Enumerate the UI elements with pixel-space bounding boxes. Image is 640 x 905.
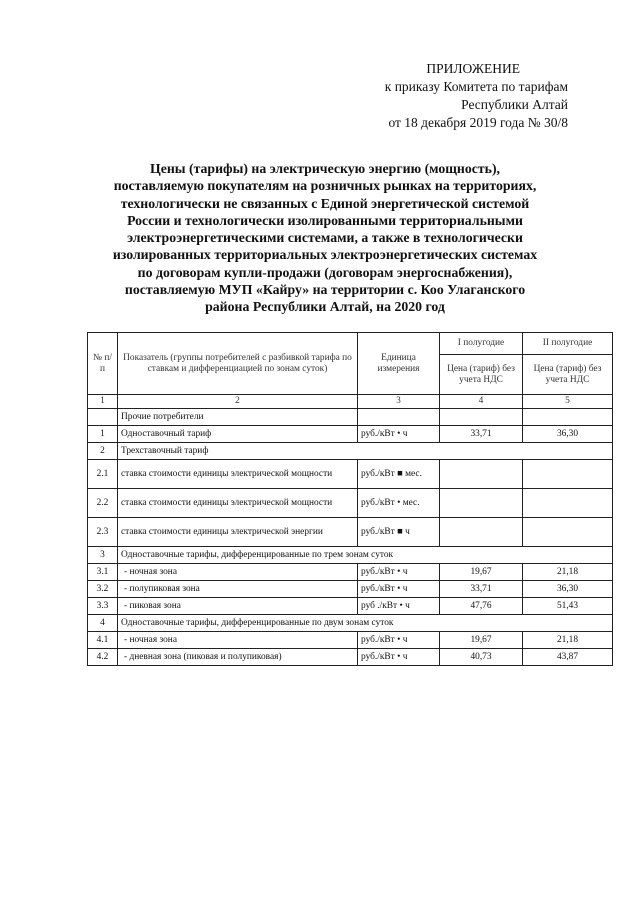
row-name: Прочие потребители xyxy=(118,409,358,426)
row-value-2 xyxy=(523,409,613,426)
table-row xyxy=(88,489,613,518)
row-value-2: 36,30 xyxy=(523,581,613,598)
table-row xyxy=(88,598,613,615)
row-num: 3.2 xyxy=(88,581,118,598)
row-name: - пиковая зона xyxy=(118,598,358,615)
row-num: 2.2 xyxy=(88,489,118,518)
header-unit: Единица измерения xyxy=(358,333,440,395)
row-value-2: 36,30 xyxy=(523,426,613,443)
header-price-2: Цена (тариф) без учета НДС xyxy=(523,355,613,395)
row-num: 3.3 xyxy=(88,598,118,615)
row-unit: руб./кВт • мес. xyxy=(358,489,440,518)
title-line: поставляемую покупателям на розничных рынках на территориях, xyxy=(113,178,537,194)
table-row xyxy=(88,409,613,426)
row-value-1 xyxy=(440,460,523,489)
table-section-row xyxy=(88,443,613,460)
row-num: 2 xyxy=(88,443,118,460)
appendix-region: Республики Алтай xyxy=(461,97,568,112)
row-num: 1 xyxy=(88,426,118,443)
row-name: - ночная зона xyxy=(118,632,358,649)
row-value-1: 47,76 xyxy=(440,598,523,615)
row-unit: руб./кВт • ч xyxy=(358,581,440,598)
row-unit: руб./кВт • ч xyxy=(358,564,440,581)
row-name: Одноставочные тарифы, дифференцированные по двум зонам суток xyxy=(118,615,613,632)
row-name: ставка стоимости единицы электрической энергии xyxy=(118,518,358,547)
row-value-1 xyxy=(440,518,523,547)
row-value-2: 21,18 xyxy=(523,564,613,581)
row-num: 4.1 xyxy=(88,632,118,649)
title-line: электроэнергетическими системами, а также в технологически xyxy=(127,230,523,246)
row-value-2 xyxy=(523,518,613,547)
row-unit: руб./кВт • ч xyxy=(358,649,440,666)
table-row xyxy=(88,649,613,666)
colnum: 1 xyxy=(88,395,118,409)
title-line: Цены (тарифы) на электрическую энергию (мощность), xyxy=(149,161,501,176)
title-line: России и технологически изолированными территориальными xyxy=(127,212,523,228)
row-num: 3.1 xyxy=(88,564,118,581)
title-line: поставляемую МУП «Кайру» на территории с. Коо Улаганского xyxy=(124,282,526,298)
row-name: Одноставочные тарифы, дифференцированные по трем зонам суток xyxy=(118,547,613,564)
row-num: 4 xyxy=(88,615,118,632)
row-value-1 xyxy=(440,489,523,518)
table-row xyxy=(88,518,613,547)
row-name: ставка стоимости единицы электрической мощности xyxy=(118,489,358,518)
colnum: 4 xyxy=(440,395,523,409)
row-value-2: 21,18 xyxy=(523,632,613,649)
row-name: Трехставочный тариф xyxy=(118,443,613,460)
row-value-2 xyxy=(523,489,613,518)
title-line: изолированных территориальных электроэнергетических системах xyxy=(112,247,538,263)
title-line: технологически не связанных с Единой энергетической системой xyxy=(120,195,530,211)
row-name: - дневная зона (пиковая и полупиковая) xyxy=(118,649,358,666)
row-num xyxy=(88,409,118,426)
row-value-2 xyxy=(523,460,613,489)
header-half1: I полугодие xyxy=(440,333,523,355)
header-indicator: Показатель (группы потребителей с разбивкой тарифа по ставкам и дифференциацией по зонам суток) xyxy=(118,333,358,395)
row-unit: руб./кВт • ч xyxy=(358,426,440,443)
row-value-2: 43,87 xyxy=(523,649,613,666)
table-row xyxy=(88,426,613,443)
row-value-1: 19,67 xyxy=(440,564,523,581)
table-row xyxy=(88,581,613,598)
table-row xyxy=(88,460,613,489)
colnum: 5 xyxy=(523,395,613,409)
title-line: района Республики Алтай, на 2020 год xyxy=(205,299,445,315)
table-section-row xyxy=(88,615,613,632)
row-unit: руб ./кВт • ч xyxy=(358,598,440,615)
header-num: № п/п xyxy=(88,333,118,395)
appendix-date: от 18 декабря 2019 года № 30/8 xyxy=(388,115,568,130)
colnum: 2 xyxy=(118,395,358,409)
row-name: - ночная зона xyxy=(118,564,358,581)
row-name: - полупиковая зона xyxy=(118,581,358,598)
appendix-header xyxy=(328,60,568,132)
row-unit xyxy=(358,409,440,426)
row-value-1: 33,71 xyxy=(440,581,523,598)
title-line: по договорам купли-продажи (договорам энергоснабжения), xyxy=(137,264,513,280)
row-value-2: 51,43 xyxy=(523,598,613,615)
appendix-label: ПРИЛОЖЕНИЕ xyxy=(426,61,520,76)
row-value-1 xyxy=(440,409,523,426)
colnum: 3 xyxy=(358,395,440,409)
tariff-table xyxy=(87,332,613,666)
row-num: 2.3 xyxy=(88,518,118,547)
row-value-1: 19,67 xyxy=(440,632,523,649)
header-half2: II полугодие xyxy=(523,333,613,355)
row-num: 2.1 xyxy=(88,460,118,489)
header-price-1: Цена (тариф) без учета НДС xyxy=(440,355,523,395)
row-name: Одноставочный тариф xyxy=(118,426,358,443)
document-title xyxy=(84,160,566,316)
row-unit: руб./кВт • ч xyxy=(358,632,440,649)
table-row xyxy=(88,564,613,581)
row-num: 4.2 xyxy=(88,649,118,666)
row-unit: руб./кВт ■ ч xyxy=(358,518,440,547)
row-num: 3 xyxy=(88,547,118,564)
row-value-1: 40,73 xyxy=(440,649,523,666)
row-value-1: 33,71 xyxy=(440,426,523,443)
table-section-row xyxy=(88,547,613,564)
row-unit: руб./кВт ■ мес. xyxy=(358,460,440,489)
row-name: ставка стоимости единицы электрической мощности xyxy=(118,460,358,489)
table-row xyxy=(88,632,613,649)
appendix-order-ref: к приказу Комитета по тарифам xyxy=(384,79,568,94)
